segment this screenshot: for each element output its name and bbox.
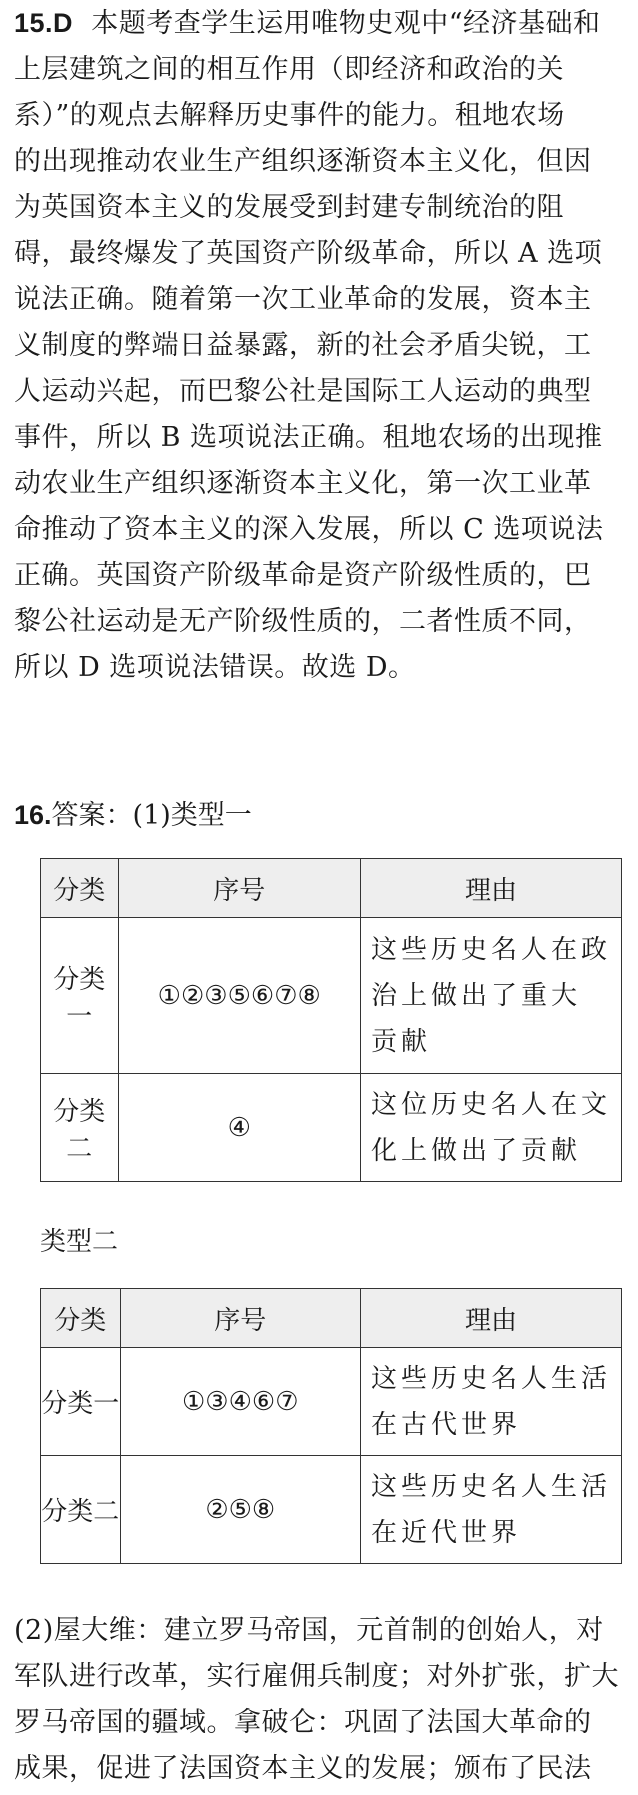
q15-line: 义制度的弊端日益暴露，新的社会矛盾尖锐，工 xyxy=(14,330,592,361)
q15-line: 上层建筑之间的相互作用（即经济和政治的关 xyxy=(14,54,564,85)
classification-table-2 xyxy=(40,1288,622,1564)
table-row xyxy=(41,918,622,1074)
q15-line: 所以 D 选项说法错误。故选 D。 xyxy=(14,652,416,683)
q15-line: 事件，所以 B 选项说法正确。租地农场的出现推 xyxy=(14,422,603,453)
table-row xyxy=(41,1348,622,1456)
header-category: 分类 xyxy=(41,1289,121,1348)
q15-line: 人运动兴起，而巴黎公社是国际工人运动的典型 xyxy=(14,376,592,407)
q15-line: 系）”的观点去解释历史事件的能力。租地农场 xyxy=(14,100,565,131)
number-cell: ①③④⑥⑦ xyxy=(120,1348,360,1456)
category-cell: 分类二 xyxy=(41,1456,121,1564)
q16-number: 16. xyxy=(14,800,52,830)
reason-cell: 这些历史名人生活 在古代世界 xyxy=(360,1348,621,1456)
header-category: 分类 xyxy=(41,859,119,918)
q15-line: 正确。英国资产阶级革命是资产阶级性质的，巴 xyxy=(14,560,592,591)
q15-line: 为英国资本主义的发展受到封建专制统治的阻 xyxy=(14,192,564,223)
reason-cell: 这些历史名人生活 在近代世界 xyxy=(360,1456,621,1564)
header-number: 序号 xyxy=(120,1289,360,1348)
part2-line: (2)屋大维：建立罗马帝国，元首制的创始人，对 xyxy=(14,1615,604,1646)
number-cell: ①②③⑤⑥⑦⑧ xyxy=(118,918,360,1074)
table-header-row xyxy=(41,859,622,918)
category-cell: 分类一 xyxy=(41,918,119,1074)
q16-heading xyxy=(14,792,252,839)
header-reason: 理由 xyxy=(360,1289,621,1348)
type-two-label: 类型二 xyxy=(40,1227,119,1257)
q15-explanation xyxy=(14,0,626,691)
table-row xyxy=(41,1074,622,1182)
part2-line: 罗马帝国的疆域。拿破仑：巩固了法国大革命的 xyxy=(14,1707,592,1738)
q15-number: 15.D xyxy=(14,8,74,38)
q15-line: 的出现推动农业生产组织逐渐资本主义化，但因 xyxy=(14,146,592,177)
classification-table-1 xyxy=(40,858,622,1182)
q16-part2 xyxy=(14,1608,626,1792)
header-reason: 理由 xyxy=(360,859,621,918)
part2-line: 军队进行改革，实行雇佣兵制度；对外扩张，扩大 xyxy=(14,1661,619,1692)
q15-line-1: 15.D 本题考查学生运用唯物史观中“经济基础和 xyxy=(14,8,601,39)
category-cell: 分类二 xyxy=(41,1074,119,1182)
reason-cell: 这些历史名人在政 治上做出了重大 贡献 xyxy=(360,918,621,1074)
q15-line: 动农业生产组织逐渐资本主义化，第一次工业革 xyxy=(14,468,592,499)
q15-line: 黎公社运动是无产阶级性质的，二者性质不同， xyxy=(14,606,592,637)
number-cell: ④ xyxy=(118,1074,360,1182)
part2-line: 成果，促进了法国资本主义的发展；颁布了民法 xyxy=(14,1753,592,1784)
q15-line: 碍，最终爆发了英国资产阶级革命，所以 A 选项 xyxy=(14,238,603,269)
q15-line: 命推动了资本主义的深入发展，所以 C 选项说法 xyxy=(14,514,604,545)
q15-line: 说法正确。随着第一次工业革命的发展，资本主 xyxy=(14,284,592,315)
reason-cell: 这位历史名人在文 化上做出了贡献 xyxy=(360,1074,621,1182)
category-cell: 分类一 xyxy=(41,1348,121,1456)
header-number: 序号 xyxy=(118,859,360,918)
q16-answer-label: 答案：(1)类型一 xyxy=(51,800,252,831)
number-cell: ②⑤⑧ xyxy=(120,1456,360,1564)
table-header-row xyxy=(41,1289,622,1348)
table-row xyxy=(41,1456,622,1564)
